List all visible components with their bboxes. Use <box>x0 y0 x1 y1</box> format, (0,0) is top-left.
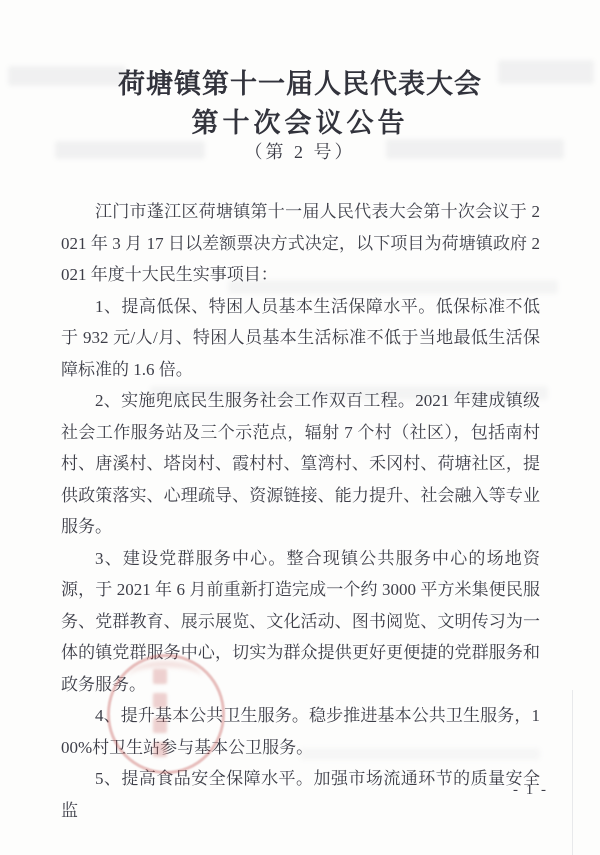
body-paragraph: 1、提高低保、特困人员基本生活保障水平。低保标准不低于 932 元/人/月、特困人员基本生活标准不低于当地最低生活保障标准的 1.6 倍。 <box>61 296 540 379</box>
body-paragraph: 江门市蓬江区荷塘镇第十一届人民代表大会第十次会议于 2021 年 3 月 17 日以差额票决方式决定，以下项目为荷塘镇政府 2021 年度十大民生实事项目： <box>61 202 540 284</box>
scan-fold-line <box>572 690 573 855</box>
doc-number: （第 2 号） <box>244 142 356 162</box>
doc-title-line1: 荷塘镇第十一届人民代表大会 <box>118 69 482 99</box>
document-body <box>61 196 540 826</box>
page-number: - 1 - <box>513 782 548 798</box>
body-paragraph: 2、实施兜底民生服务社会工作双百工程。2021 年建成镇级社会工作服务站及三个示范点，辐射 7 个村（社区），包括南村村、唐溪村、塔岗村、霞村村、篁湾村、禾冈村、荷塘社区，提供政策落实、心理疏导、资源链接、能力提升、社会融入等专业服务。 <box>61 391 540 536</box>
body-paragraph: 5、提高食品安全保障水平。加强市场流通环节的质量安全监 <box>61 769 540 820</box>
body-paragraph: 3、建设党群服务中心。整合现镇公共服务中心的场地资源，于 2021 年 6 月前重新打造完成一个约 3000 平方米集便民服务、党群教育、展示展览、文化活动、图书阅览、文明传习为一体的镇党群服务中心，切实为群众提供更好更便捷的党群服务和政务服务。 <box>61 548 540 694</box>
doc-title-line2: 第十次会议公告 <box>191 108 409 138</box>
body-paragraph: 4、提升基本公共卫生服务。稳步推进基本公共卫生服务，100%村卫生站参与基本公卫服务。 <box>61 706 540 757</box>
